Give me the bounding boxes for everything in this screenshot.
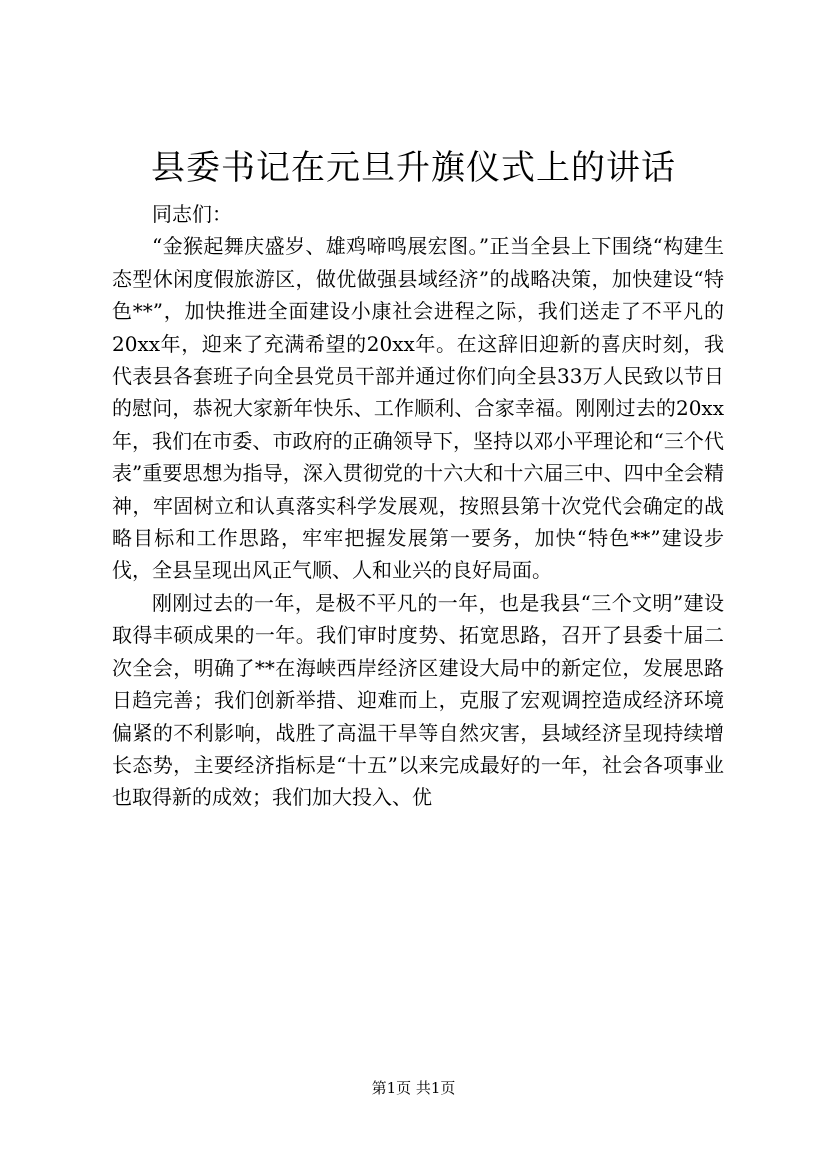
paragraph-1: “金猴起舞庆盛岁、雄鸡啼鸣展宏图。”正当全县上下围绕“构建生态型休闲度假旅游区，做优做强县域经济”的战略决策，加快建设“特色**”，加快推进全面建设小康社会进程之际，我们送走了不平凡的20xx年，迎来了充满希望的20xx年。在这辞旧迎新的喜庆时刻，我代表县各套班子向全县党员干部并通过你们向全县33万人民致以节日的慰问，恭祝大家新年快乐、工作顺利、合家幸福。刚刚过去的20xx年，我们在市委、市政府的正确领导下，坚持以邓小平理论和“三个代表”重要思想为指导，深入贯彻党的十六大和十六届三中、四中全会精神，牢固树立和认真落实科学发展观，按照县第十次党代会确定的战略目标和工作思路，牢牢把握发展第一要务，加快“特色**”建设步伐，全县呈现出风正气顺、人和业兴的良好局面。 — [112, 234, 724, 583]
document-title: 县委书记在元旦升旗仪式上的讲话 — [151, 148, 676, 188]
document-body — [112, 198, 724, 814]
page-footer: 第1页 共1页 — [371, 1079, 456, 1097]
salutation: 同志们： — [152, 202, 232, 226]
paragraph-2: 刚刚过去的一年，是极不平凡的一年，也是我县“三个文明”建设取得丰硕成果的一年。我们审时度势、拓宽思路，召开了县委十届二次全会，明确了**在海峡西岸经济区建设大局中的新定位，发展思路日趋完善；我们创新举措、迎难而上，克服了宏观调控造成经济环境偏紧的不利影响，战胜了高温干旱等自然灾害，县域经济呈现持续增长态势，主要经济指标是“十五”以来完成最好的一年，社会各项事业也取得新的成效；我们加大投入、优 — [112, 590, 724, 810]
